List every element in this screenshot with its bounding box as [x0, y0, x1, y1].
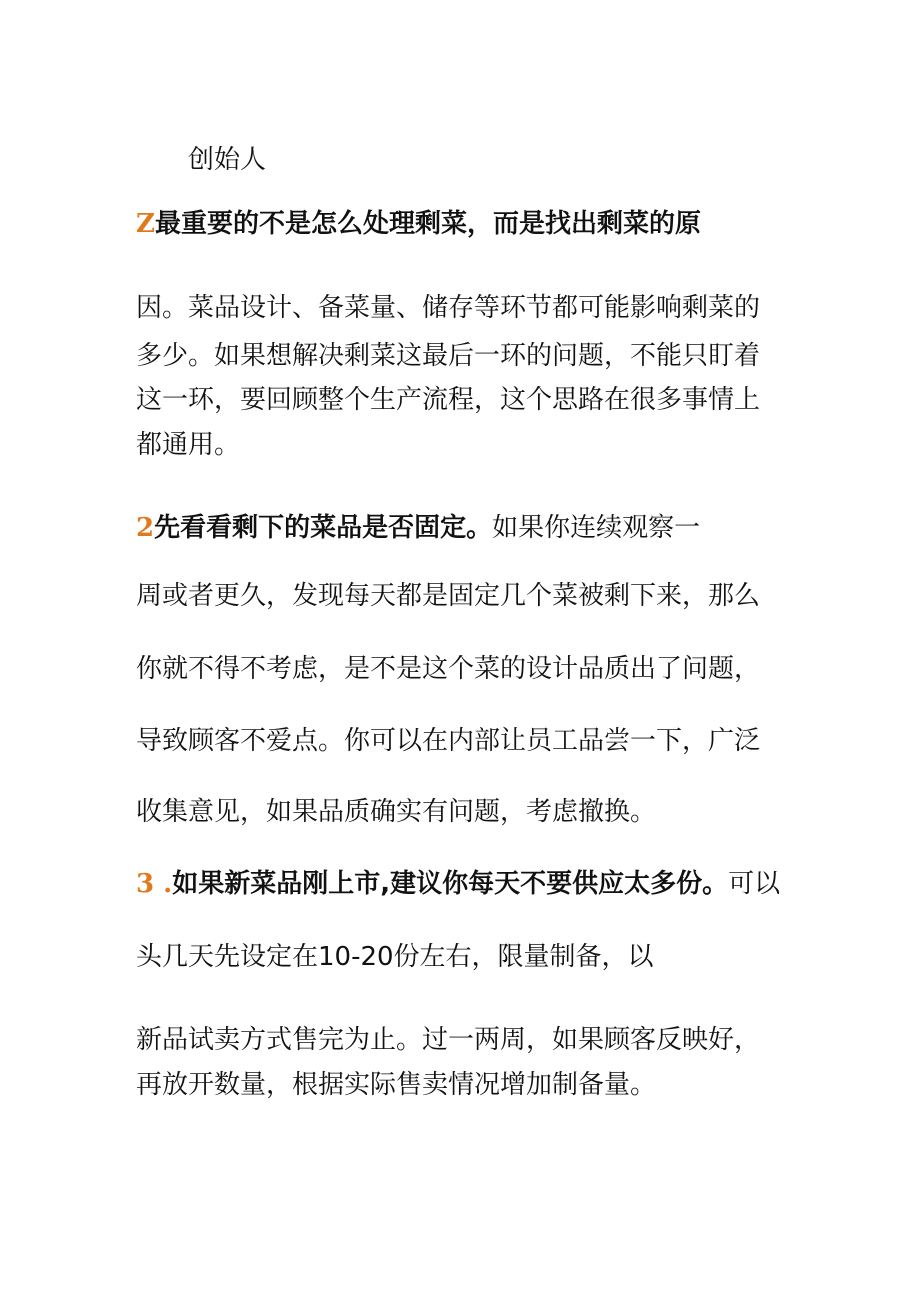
tip-2-heading-line: [136, 510, 700, 546]
tip-2-body-line: 周或者更久，发现每天都是固定几个菜被剩下来，那么: [136, 581, 761, 611]
tip-1-heading-line: [136, 206, 701, 242]
tip-2-body-line: 收集意见，如果品质确实有问题，考虑撤换。: [136, 797, 657, 827]
tip-2-body-line: 你就不得不考虑，是不是这个菜的设计品质出了问题，: [136, 654, 761, 684]
tip-1-number: Z: [136, 209, 155, 239]
tip-2-heading: 先看看剩下的菜品是否固定。: [154, 513, 493, 543]
tip-3-heading-line: [136, 866, 780, 902]
tip-1-body-line: 因。菜品设计、备菜量、储存等环节都可能影响剩菜的: [136, 293, 761, 323]
tip-1-body-line: 这一环，要回顾整个生产流程，这个思路在很多事情上: [136, 385, 761, 415]
tip-2-number: 2: [136, 513, 155, 543]
tip-1-heading: 最重要的不是怎么处理剩菜，而是找出剩菜的原: [154, 209, 701, 239]
tip-3-number: 3 .: [136, 869, 173, 899]
tip-3-body-line: 头几天先设定在10-20份左右，限量制备，以: [136, 942, 654, 972]
tip-1-body-line: 多少。如果想解决剩菜这最后一环的问题，不能只盯着: [136, 341, 761, 371]
tip-3-body-line: 再放开数量，根据实际售卖情况增加制备量。: [136, 1070, 657, 1100]
tip-3-body-line: 新品试卖方式售完为止。过一两周，如果顾客反映好，: [136, 1025, 761, 1055]
tip-3-heading-tail: 可以: [728, 869, 781, 899]
tip-2-body-line: 导致顾客不爱点。你可以在内部让员工品尝一下，广泛: [136, 726, 761, 756]
tip-1-body-line: 都通用。: [136, 430, 241, 460]
tip-3-heading: 如果新菜品刚上市,建议你每天不要供应太多份。: [172, 869, 729, 899]
author-line: 创始人: [188, 145, 267, 175]
tip-2-heading-tail: 如果你连续观察一: [492, 513, 701, 543]
